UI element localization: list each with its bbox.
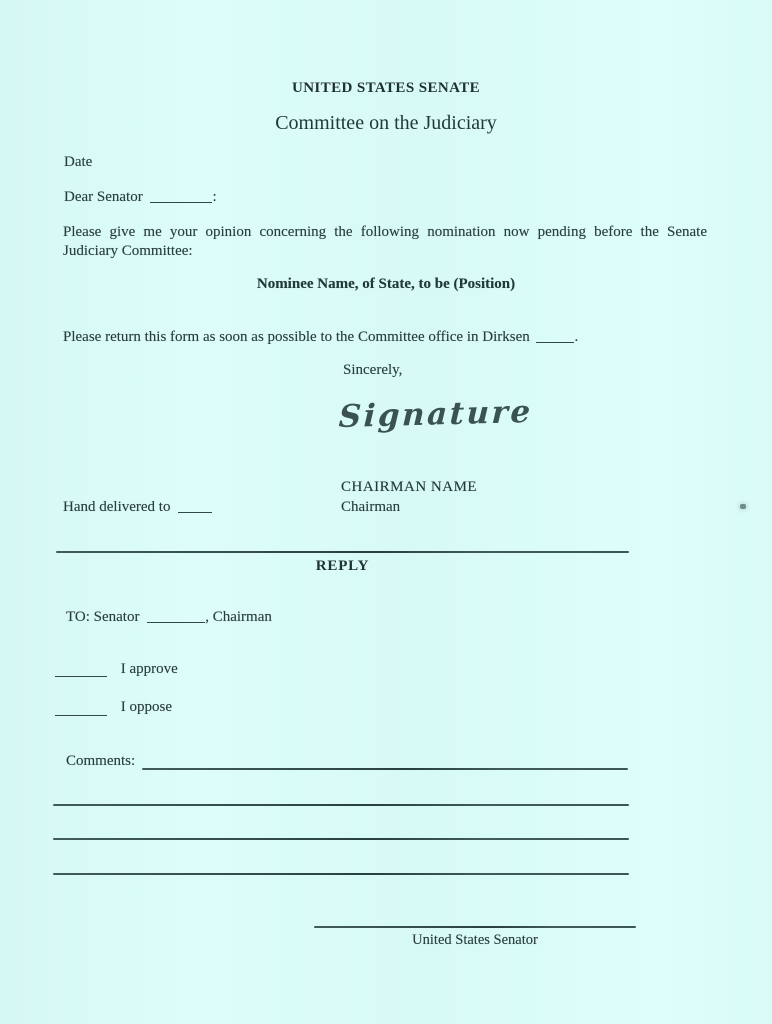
letter-body-line-2: Judiciary Committee:	[63, 243, 193, 259]
salutation-line	[64, 189, 217, 206]
signer-name: CHAIRMAN NAME	[341, 479, 478, 495]
nominee-line: Nominee Name, of State, to be (Position)	[256, 276, 516, 292]
hand-delivered-blank	[178, 501, 212, 513]
letter-body-line-1: Please give me your opinion concerning the following nomination now pending before the Senate	[63, 224, 707, 240]
date-label: Date	[64, 154, 93, 170]
hand-delivered-note	[63, 499, 212, 516]
senator-signature-line	[314, 926, 636, 928]
senator-name-blank	[150, 191, 212, 203]
approve-option	[55, 661, 178, 678]
oppose-label: I oppose	[120, 699, 172, 715]
comments-line-1	[142, 768, 628, 770]
salutation-suffix: :	[212, 189, 217, 205]
reply-to-prefix: TO: Senator	[66, 609, 140, 625]
section-divider	[56, 551, 629, 553]
committee-subtitle: Committee on the Judiciary	[275, 112, 497, 134]
comments-label: Comments:	[66, 753, 136, 769]
comments-line-2	[53, 804, 629, 806]
oppose-option	[55, 699, 172, 716]
scan-speck	[740, 504, 746, 509]
comments-line-3	[53, 838, 629, 840]
oppose-blank	[55, 704, 107, 716]
return-instruction-text: Please return this form as soon as possible to the Committee office in Dirksen	[63, 329, 530, 345]
closing-sincerely: Sincerely,	[343, 362, 403, 378]
reply-heading: REPLY	[315, 558, 370, 574]
hand-delivered-label: Hand delivered to	[63, 499, 171, 515]
return-instruction-period: .	[574, 329, 579, 345]
reply-senator-blank	[147, 611, 205, 623]
reply-to-suffix: , Chairman	[205, 609, 272, 625]
comments-line-4	[53, 873, 629, 875]
letter-body	[63, 223, 707, 261]
approve-blank	[55, 665, 107, 677]
senator-signature-caption: United States Senator	[412, 932, 538, 948]
approve-label: I approve	[120, 661, 178, 677]
dirksen-room-blank	[536, 331, 574, 343]
reply-to-line	[66, 609, 272, 626]
page-title: UNITED STATES SENATE	[291, 80, 481, 96]
return-instruction	[63, 329, 578, 346]
chairman-signature: Signature	[338, 393, 534, 435]
salutation-prefix: Dear Senator	[64, 189, 143, 205]
signer-title: Chairman	[341, 499, 401, 515]
